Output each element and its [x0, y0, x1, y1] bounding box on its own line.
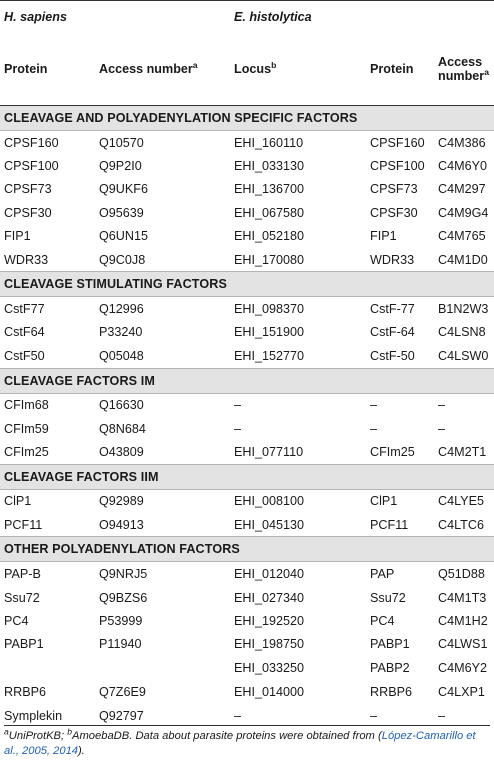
table-row: Symplekin Q92797 – – – — [4, 708, 446, 723]
table-row: PABP1 P11940 EHI_198750 PABP1 C4LWS1 — [4, 637, 488, 652]
table-row: WDR33 Q9C0J8 EHI_170080 WDR33 C4M1D0 — [4, 252, 488, 267]
section-header: CLEAVAGE FACTORS IIM — [0, 464, 494, 489]
citation-link[interactable]: López-Camarillo et al., 2005, 2014 — [4, 730, 476, 757]
table-row: CPSF73 Q9UKF6 EHI_136700 CPSF73 C4M297 — [4, 182, 486, 197]
table-row: EHI_033250 PABP2 C4M6Y2 — [234, 661, 487, 676]
table-row: FIP1 Q6UN15 EHI_052180 FIP1 C4M765 — [4, 229, 486, 244]
section-header: CLEAVAGE FACTORS IM — [0, 368, 494, 393]
col-header-access-number-2: Access number$^a$ — [434, 33, 494, 106]
table-row: PAP-B Q9NRJ5 EHI_012040 PAP Q51D88 — [4, 567, 485, 582]
col-header-locus: Locus$^b$ — [230, 33, 366, 106]
table-row: CFIm25 O43809 EHI_077110 CFIm25 C4M2T1 — [4, 444, 487, 459]
species-human-header: H. sapiens — [0, 1, 230, 34]
table-row: CFIm59 Q8N684 – – – — [4, 421, 446, 436]
col-header-protein-2: Protein — [366, 33, 434, 106]
column-header-row — [0, 33, 494, 106]
species-parasite-header: E. histolytica — [230, 1, 494, 34]
table-row: CstF50 Q05048 EHI_152770 CstF-50 C4LSW0 — [4, 348, 489, 363]
table-row: CPSF30 O95639 EHI_067580 CPSF30 C4M9G4 — [4, 205, 489, 220]
table-row: Ssu72 Q9BZS6 EHI_027340 Ssu72 C4M1T3 — [4, 590, 487, 605]
table-row: CFIm68 Q16630 – – – — [4, 398, 446, 413]
section-header: OTHER POLYADENYLATION FACTORS — [0, 537, 494, 562]
table-footnote: $^a$UniProtKB; $^b$AmoebaDB. Data about parasite proteins were obtained from (López-Camarillo et al., 2005, 2014). — [4, 725, 490, 759]
table-row: PC4 P53999 EHI_192520 PC4 C4M1H2 — [4, 613, 488, 628]
col-header-access-number: Access number$^a$ — [95, 33, 230, 106]
table-row: CPSF100 Q9P2I0 EHI_033130 CPSF100 C4M6Y0 — [4, 159, 487, 174]
section-header: CLEAVAGE STIMULATING FACTORS — [0, 272, 494, 297]
table-row: ClP1 Q92989 EHI_008100 ClP1 C4LYE5 — [4, 494, 484, 509]
table-row: CPSF160 Q10570 EHI_160110 CPSF160 C4M386 — [4, 135, 486, 150]
section-header: CLEAVAGE AND POLYADENYLATION SPECIFIC FACTORS — [0, 106, 494, 131]
table-row: CstF77 Q12996 EHI_098370 CstF-77 B1N2W3 — [4, 302, 489, 317]
table-row: RRBP6 Q7Z6E9 EHI_014000 RRBP6 C4LXP1 — [4, 685, 485, 700]
species-header-row — [0, 1, 494, 34]
table-row: PCF11 O94913 EHI_045130 PCF11 C4LTC6 — [4, 517, 484, 532]
table-row: CstF64 P33240 EHI_151900 CstF-64 C4LSN8 — [4, 325, 486, 340]
col-header-protein: Protein — [0, 33, 95, 106]
